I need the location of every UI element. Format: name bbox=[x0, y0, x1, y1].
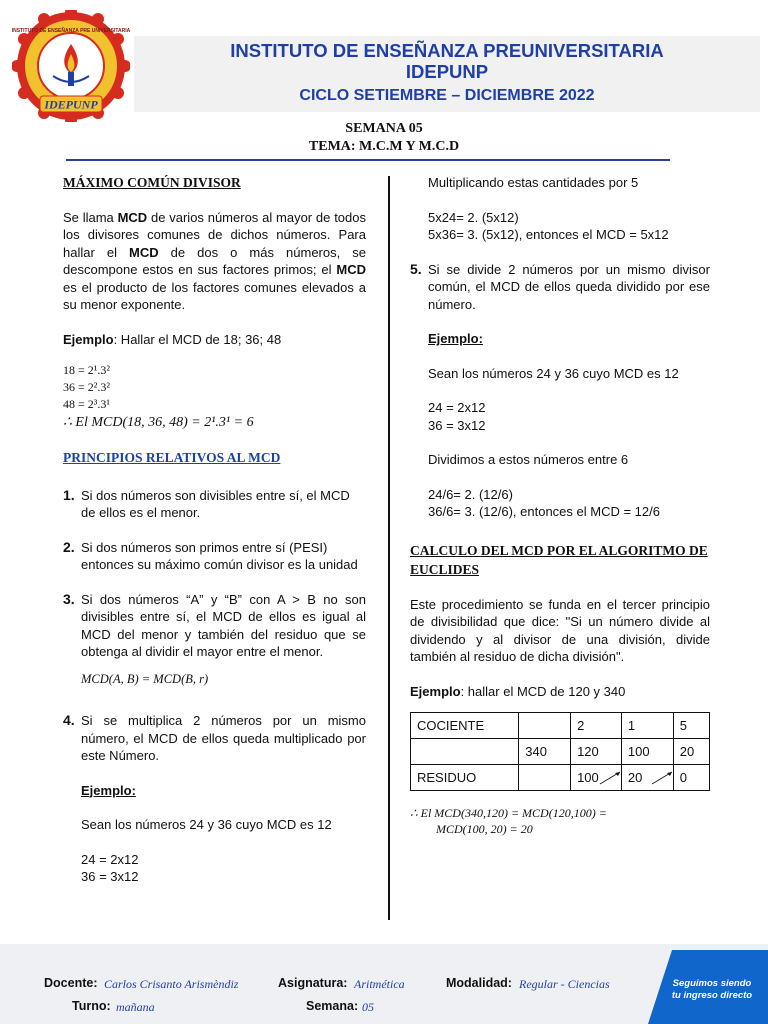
table-cell: 0 bbox=[673, 765, 709, 791]
principle-item bbox=[63, 539, 366, 574]
table-cell bbox=[411, 739, 519, 765]
docente-label: Docente: bbox=[44, 976, 98, 990]
right-column bbox=[410, 174, 710, 837]
example-text: : Hallar el MCD de 18; 36; 48 bbox=[113, 331, 282, 347]
text-run: Se llama bbox=[63, 209, 118, 225]
table-cell: 120 bbox=[571, 739, 622, 765]
text-run: Para hallar el bbox=[63, 227, 366, 260]
column-divider bbox=[388, 176, 390, 920]
top-divider bbox=[66, 159, 670, 161]
example-line: 24 = 2x12 bbox=[428, 400, 486, 415]
semana-label: Semana: bbox=[306, 999, 359, 1013]
table-cell bbox=[519, 713, 571, 739]
euclid-description: Este procedimiento se funda en el tercer principio de divisibilidad que dice: "Si un número divide al dividendo y al divisor de una división, divide también al residuo de dicha división". bbox=[410, 596, 710, 664]
euclid-result bbox=[410, 805, 710, 837]
example-text: Sean los números 24 y 36 cuyo MCD es 12 bbox=[428, 365, 679, 381]
principle-item bbox=[410, 261, 710, 314]
example-label: Ejemplo bbox=[410, 683, 461, 699]
example-2-text: Sean los números 24 y 36 cuyo MCD es 12 bbox=[81, 817, 332, 832]
text-run: de varios números al mayor de todos los divisores comunes de dichos números. bbox=[63, 209, 366, 242]
table-cell bbox=[519, 765, 571, 791]
table-cell: 100 bbox=[571, 765, 622, 791]
section-title-principles: PRINCIPIOS RELATIVOS AL MCD bbox=[63, 450, 281, 465]
arrowhead-icon bbox=[667, 772, 672, 776]
asignatura-value: Aritmética bbox=[354, 977, 405, 991]
item-number: 5. bbox=[410, 260, 422, 277]
divide-line: 24/6= 2. (12/6) bbox=[428, 486, 513, 502]
item-number: 3. bbox=[63, 590, 75, 607]
mult-line: 5x24= 2. (5x12) bbox=[428, 209, 519, 225]
math-line: 36 = 2².3² bbox=[63, 380, 110, 394]
table-cell: 2 bbox=[571, 713, 622, 739]
example-2-line: 36 = 3x12 bbox=[81, 869, 139, 884]
item-number: 2. bbox=[63, 538, 75, 555]
institute-name: IDEPUNP bbox=[405, 61, 489, 82]
math-line: 48 = 2³.3¹ bbox=[63, 397, 110, 411]
institute-title: INSTITUTO DE ENSEÑANZA PREUNIVERSITARIA bbox=[230, 40, 664, 61]
table-cell: 20 bbox=[621, 765, 673, 791]
logo-ring-text: INSTITUTO DE ENSEÑANZA PRE UNIVERSITARIA bbox=[12, 28, 130, 34]
item-text: Si dos números son divisibles entre sí, el MCD de ellos es el menor. bbox=[81, 487, 350, 520]
arrowhead-icon bbox=[615, 772, 620, 776]
left-column bbox=[63, 174, 366, 886]
divide-line: 36/6= 3. (12/6), entonces el MCD = 12/6 bbox=[428, 504, 660, 519]
text-run: es el producto de los factores comunes elevados a su menor exponente. bbox=[63, 279, 366, 312]
table-cell: RESIDUO bbox=[411, 765, 519, 791]
example-3 bbox=[410, 683, 710, 701]
table-cell: 100 bbox=[621, 739, 673, 765]
example-label: Ejemplo bbox=[63, 331, 114, 347]
turno-label: Turno: bbox=[72, 999, 111, 1013]
table-cell: 20 bbox=[673, 739, 709, 765]
header-banner bbox=[134, 36, 760, 112]
slogan-line: Seguimos siendo bbox=[672, 978, 752, 989]
text-run: MCD bbox=[336, 262, 366, 277]
example-text: : hallar el MCD de 120 y 340 bbox=[460, 683, 626, 699]
mcd-definition bbox=[63, 209, 366, 314]
math-line: 18 = 2¹.3² bbox=[63, 363, 110, 377]
result-line: ∴ El MCD(340,120) = MCD(120,100) = bbox=[410, 806, 607, 820]
cycle-title: CICLO SETIEMBRE – DICIEMBRE 2022 bbox=[299, 87, 595, 104]
item-number: 1. bbox=[63, 486, 75, 503]
turno-value: mañana bbox=[116, 1000, 155, 1014]
table-cell: COCIENTE bbox=[411, 713, 519, 739]
logo-text: IDEPUNP bbox=[44, 97, 98, 112]
table-cell: 5 bbox=[673, 713, 709, 739]
principle-item bbox=[63, 591, 366, 661]
asignatura-label: Asignatura: bbox=[278, 976, 348, 990]
residue-arrows bbox=[596, 766, 696, 790]
theme-label: TEMA: M.C.M Y M.C.D bbox=[308, 139, 460, 154]
item-text: Si se divide 2 números por un mismo divisor común, el MCD de ellos queda dividido por ese número. bbox=[428, 261, 710, 312]
principle-item bbox=[63, 712, 366, 765]
docente-value: Carlos Crisanto Arismèndiz bbox=[104, 977, 239, 991]
principle-item bbox=[63, 487, 366, 522]
example-line: 36 = 3x12 bbox=[428, 417, 486, 433]
week-label: SEMANA 05 bbox=[345, 121, 423, 136]
table-cell: 340 bbox=[519, 739, 571, 765]
text-run: MCD bbox=[117, 209, 148, 225]
idepunp-logo bbox=[12, 10, 130, 122]
example-2-line: 24 = 2x12 bbox=[81, 851, 139, 867]
text-run: de dos o más números, se descompone estos en sus factores primos; el bbox=[63, 244, 366, 277]
section-title-mcd: MÁXIMO COMÚN DIVISOR bbox=[63, 175, 241, 190]
modalidad-label: Modalidad: bbox=[446, 976, 512, 990]
formula-mcd: MCD(A, B) = MCD(B, r) bbox=[81, 671, 209, 686]
topic-block bbox=[0, 120, 768, 156]
divide-text: Dividimos a estos números entre 6 bbox=[428, 452, 629, 467]
example-1 bbox=[63, 331, 366, 349]
math-result: ∴ El MCD(18, 36, 48) = 2¹.3¹ = 6 bbox=[63, 415, 254, 430]
item-text: Si dos números “A” y “B” con A > B no son divisibles entre sí, el MCD de ellos es igual al MCD del menor y también del residuo que se obtenga al dividir el mayor entre el menor. bbox=[81, 591, 366, 659]
text-run: MCD bbox=[129, 244, 159, 260]
example-label: Ejemplo: bbox=[428, 331, 483, 346]
table-cell: 1 bbox=[621, 713, 673, 739]
slogan-text bbox=[660, 978, 764, 1002]
slogan-line: tu ingreso directo bbox=[671, 990, 753, 1001]
table-row bbox=[411, 739, 710, 765]
item-text: Si se multiplica 2 números por un mismo número, el MCD de ellos queda multiplicado por este Número. bbox=[81, 713, 366, 763]
table-row bbox=[411, 713, 710, 739]
section-title-euclid: CALCULO DEL MCD POR EL ALGORITMO DE EUCLIDES bbox=[410, 542, 708, 577]
item-number: 4. bbox=[63, 712, 75, 728]
mult-text: Multiplicando estas cantidades por 5 bbox=[428, 175, 639, 190]
modalidad-value: Regular - Ciencias bbox=[519, 977, 610, 991]
item-text: Si dos números son primos entre sí (PESI) entonces su máximo común divisor es la unidad bbox=[81, 539, 358, 572]
example-2-label: Ejemplo: bbox=[81, 782, 136, 798]
result-line: MCD(100, 20) = 20 bbox=[436, 822, 533, 836]
mult-line: 5x36= 3. (5x12), entonces el MCD = 5x12 bbox=[428, 227, 669, 242]
semana-value: 05 bbox=[362, 1000, 374, 1014]
